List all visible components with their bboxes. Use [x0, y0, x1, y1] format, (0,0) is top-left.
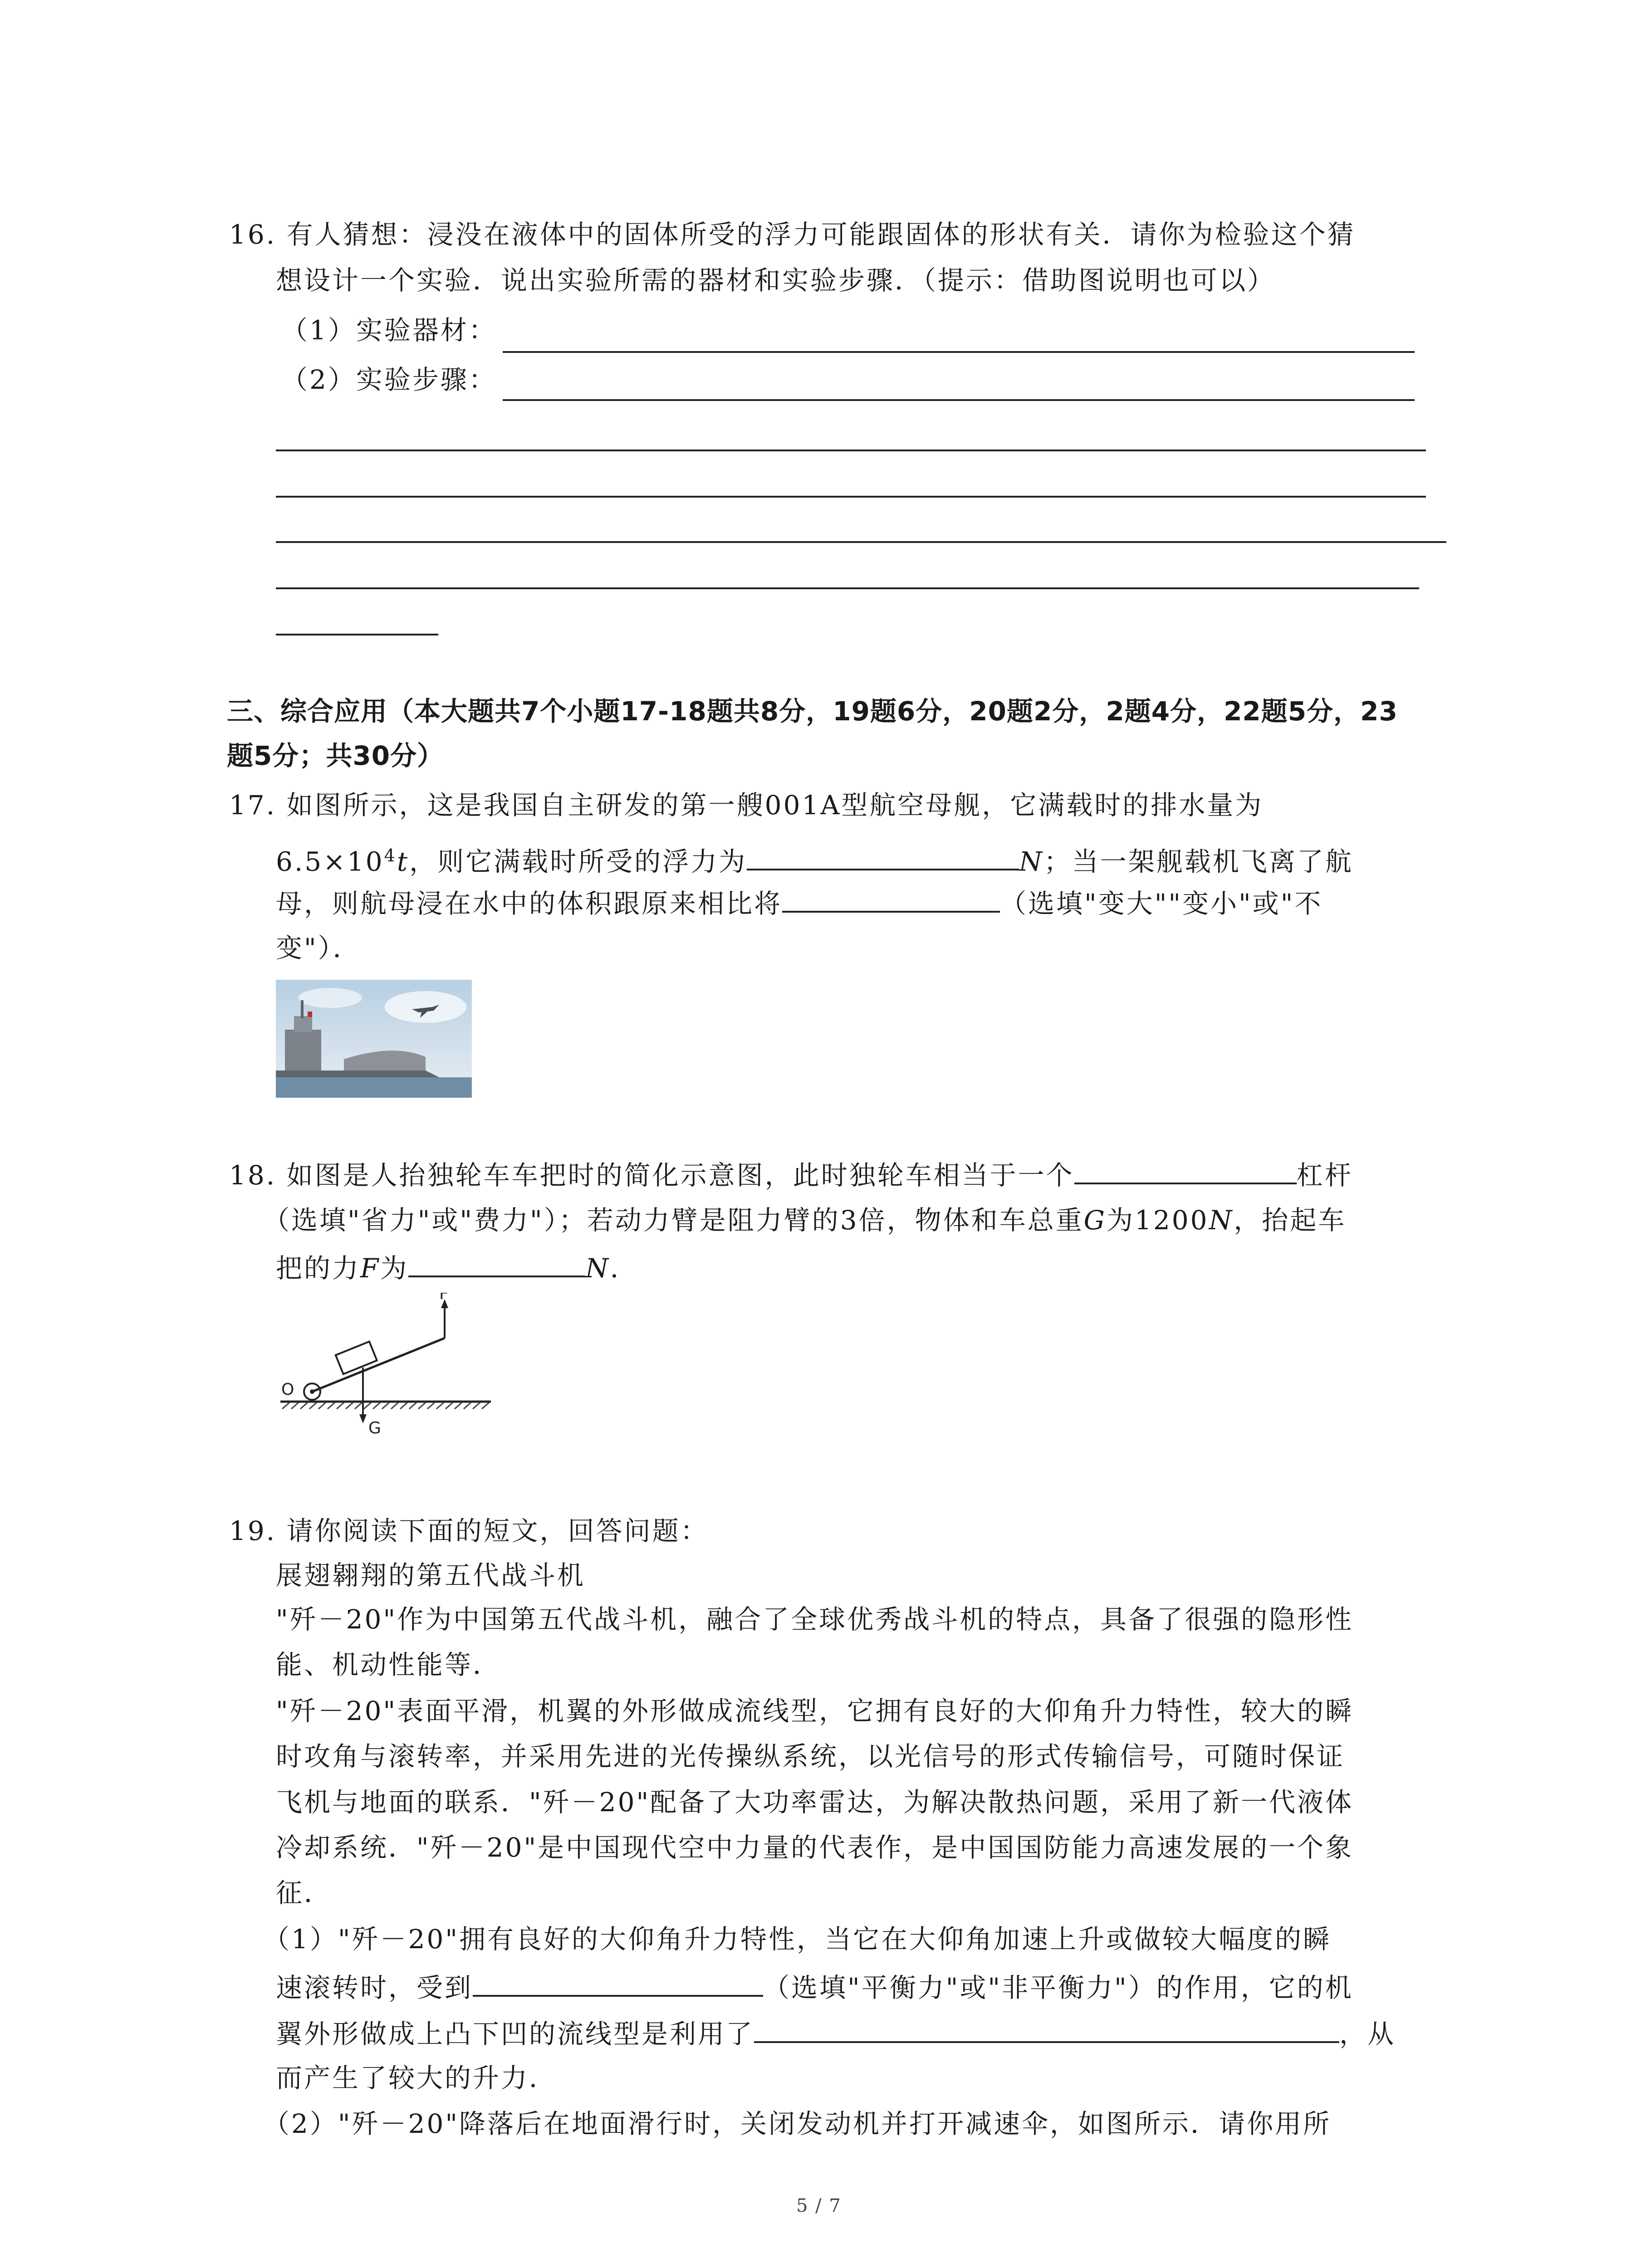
q19-article-title: 展翅翱翔的第五代战斗机: [276, 1560, 586, 1591]
q19-sub1-line2: [276, 1970, 1353, 2004]
aircraft-carrier-photo: [276, 980, 472, 1098]
q16-line1: 16. 有人猜想：浸没在液体中的固体所受的浮力可能跟固体的形状有关．请你为检验这个猜: [229, 219, 1356, 250]
q17-blank-volume-change[interactable]: [782, 885, 1000, 913]
q18-text-e: ，抬起车: [1234, 1205, 1347, 1236]
q16-blank-equipment[interactable]: [503, 351, 1415, 353]
q16-line2: 想设计一个实验．说出实验所需的器材和实验步骤．（提示：借助图说明也可以）: [276, 265, 1276, 296]
q18-unit-n: N: [1209, 1205, 1234, 1236]
q17-text-d: （选填"变大""变小"或"不: [1000, 888, 1323, 919]
page-number: 5 / 7: [796, 2195, 842, 2216]
q19-blank-force-type[interactable]: [473, 1970, 763, 1997]
q16-item2: （2）实验步骤：: [281, 364, 497, 395]
q18-text-h: ．: [610, 1253, 639, 1284]
q17-line2: [276, 840, 1353, 877]
section3-heading-line2: 题5分；共30分）: [227, 740, 444, 771]
q19-line1: 19. 请你阅读下面的短文，回答问题：: [229, 1515, 709, 1546]
q19-sub2-line1: （2）"歼－20"降落后在地面滑行时，关闭发动机并打开减速伞，如图所示．请你用所: [263, 2108, 1332, 2139]
q18-text-g: 为: [380, 1253, 409, 1284]
q17-unit-n: N: [1019, 846, 1044, 877]
q17-exponent: 4: [384, 846, 397, 865]
q16-blank-steps-1[interactable]: [503, 399, 1415, 401]
label-o: O: [281, 1380, 294, 1399]
q19-text-d: ，从: [1339, 2019, 1396, 2049]
q18-blank-lever-type[interactable]: [1074, 1157, 1297, 1184]
q19-text-a: 速滚转时，受到: [276, 1972, 473, 2003]
q18-text-d: 为1200: [1106, 1205, 1209, 1236]
q16-blank-steps-5[interactable]: [276, 587, 1419, 589]
q17-text-a: ，则它满载时所受的浮力为: [409, 846, 747, 877]
q16-item1: （1）实验器材：: [281, 315, 497, 346]
q16-blank-steps-3[interactable]: [276, 496, 1426, 498]
label-g: G: [368, 1419, 381, 1437]
q18-line3: [276, 1250, 638, 1284]
q18-unit-n2: N: [585, 1253, 611, 1284]
q18-var-f: F: [360, 1253, 381, 1284]
q16-blank-steps-6[interactable]: [276, 634, 438, 635]
q18-text-b: 杠杆: [1296, 1160, 1353, 1191]
q19-para1-line1: "歼－20"作为中国第五代战斗机，融合了全球优秀战斗机的特点，具备了很强的隐形性: [276, 1604, 1354, 1635]
q19-text-b: （选填"平衡力"或"非平衡力"）的作用，它的机: [763, 1972, 1353, 2003]
q18-line2: [263, 1204, 1346, 1236]
q19-sub1-line4: 而产生了较大的升力．: [276, 2063, 558, 2093]
q17-mass-value: 6.5×10: [276, 846, 384, 877]
q18-text-f: 把的力: [276, 1253, 361, 1284]
q16-blank-steps-4[interactable]: [276, 541, 1446, 543]
label-f: F: [439, 1293, 449, 1303]
q17-line3: [276, 885, 1323, 919]
q19-sub1-line1: （1）"歼－20"拥有良好的大仰角升力特性，当它在大仰角加速上升或做较大幅度的瞬: [263, 1924, 1332, 1955]
q18-var-g: G: [1083, 1205, 1107, 1236]
q17-blank-buoyancy[interactable]: [747, 843, 1019, 870]
q18-line1: [229, 1157, 1353, 1191]
q18-text-a: 18. 如图是人抬独轮车车把时的简化示意图，此时独轮车相当于一个: [229, 1160, 1074, 1191]
wheelbarrow-lever-diagram: [272, 1293, 499, 1442]
q19-text-c: 翼外形做成上凸下凹的流线型是利用了: [276, 2019, 754, 2049]
q17-text-c: 母，则航母浸在水中的体积跟原来相比将: [276, 888, 783, 919]
q18-text-c: （选填"省力"或"费力"）；若动力臂是阻力臂的3倍，物体和车总重: [263, 1205, 1084, 1236]
q16-blank-steps-2[interactable]: [276, 450, 1426, 451]
q19-blank-principle[interactable]: [754, 2016, 1339, 2043]
q19-para2-line1: "歼－20"表面平滑，机翼的外形做成流线型，它拥有良好的大仰角升力特性，较大的瞬: [276, 1696, 1354, 1726]
q19-para2-line4: 冷却系统．"歼－20"是中国现代空中力量的代表作，是中国国防能力高速发展的一个象: [276, 1832, 1354, 1863]
q19-para2-line5: 征．: [276, 1877, 333, 1908]
q19-para2-line3: 飞机与地面的联系．"歼－20"配备了大功率雷达，为解决散热问题，采用了新一代液体: [276, 1787, 1354, 1818]
q19-sub1-line3: [276, 2016, 1396, 2050]
q19-para1-line2: 能、机动性能等．: [276, 1649, 501, 1680]
q17-line4: 变"）．: [276, 933, 361, 963]
q18-blank-force[interactable]: [408, 1250, 585, 1277]
q17-text-b: ；当一架舰载机飞离了航: [1043, 846, 1353, 877]
q17-unit-t: t: [397, 846, 410, 877]
q19-para2-line2: 时攻角与滚转率，并采用先进的光传操纵系统，以光信号的形式传输信号，可随时保证: [276, 1741, 1345, 1772]
q17-line1: 17. 如图所示，这是我国自主研发的第一艘001A型航空母舰，它满载时的排水量为: [229, 790, 1264, 821]
section3-heading-line1: 三、综合应用（本大题共7个小题17-18题共8分，19题6分，20题2分，2题4分，22题5分，23: [227, 696, 1398, 727]
